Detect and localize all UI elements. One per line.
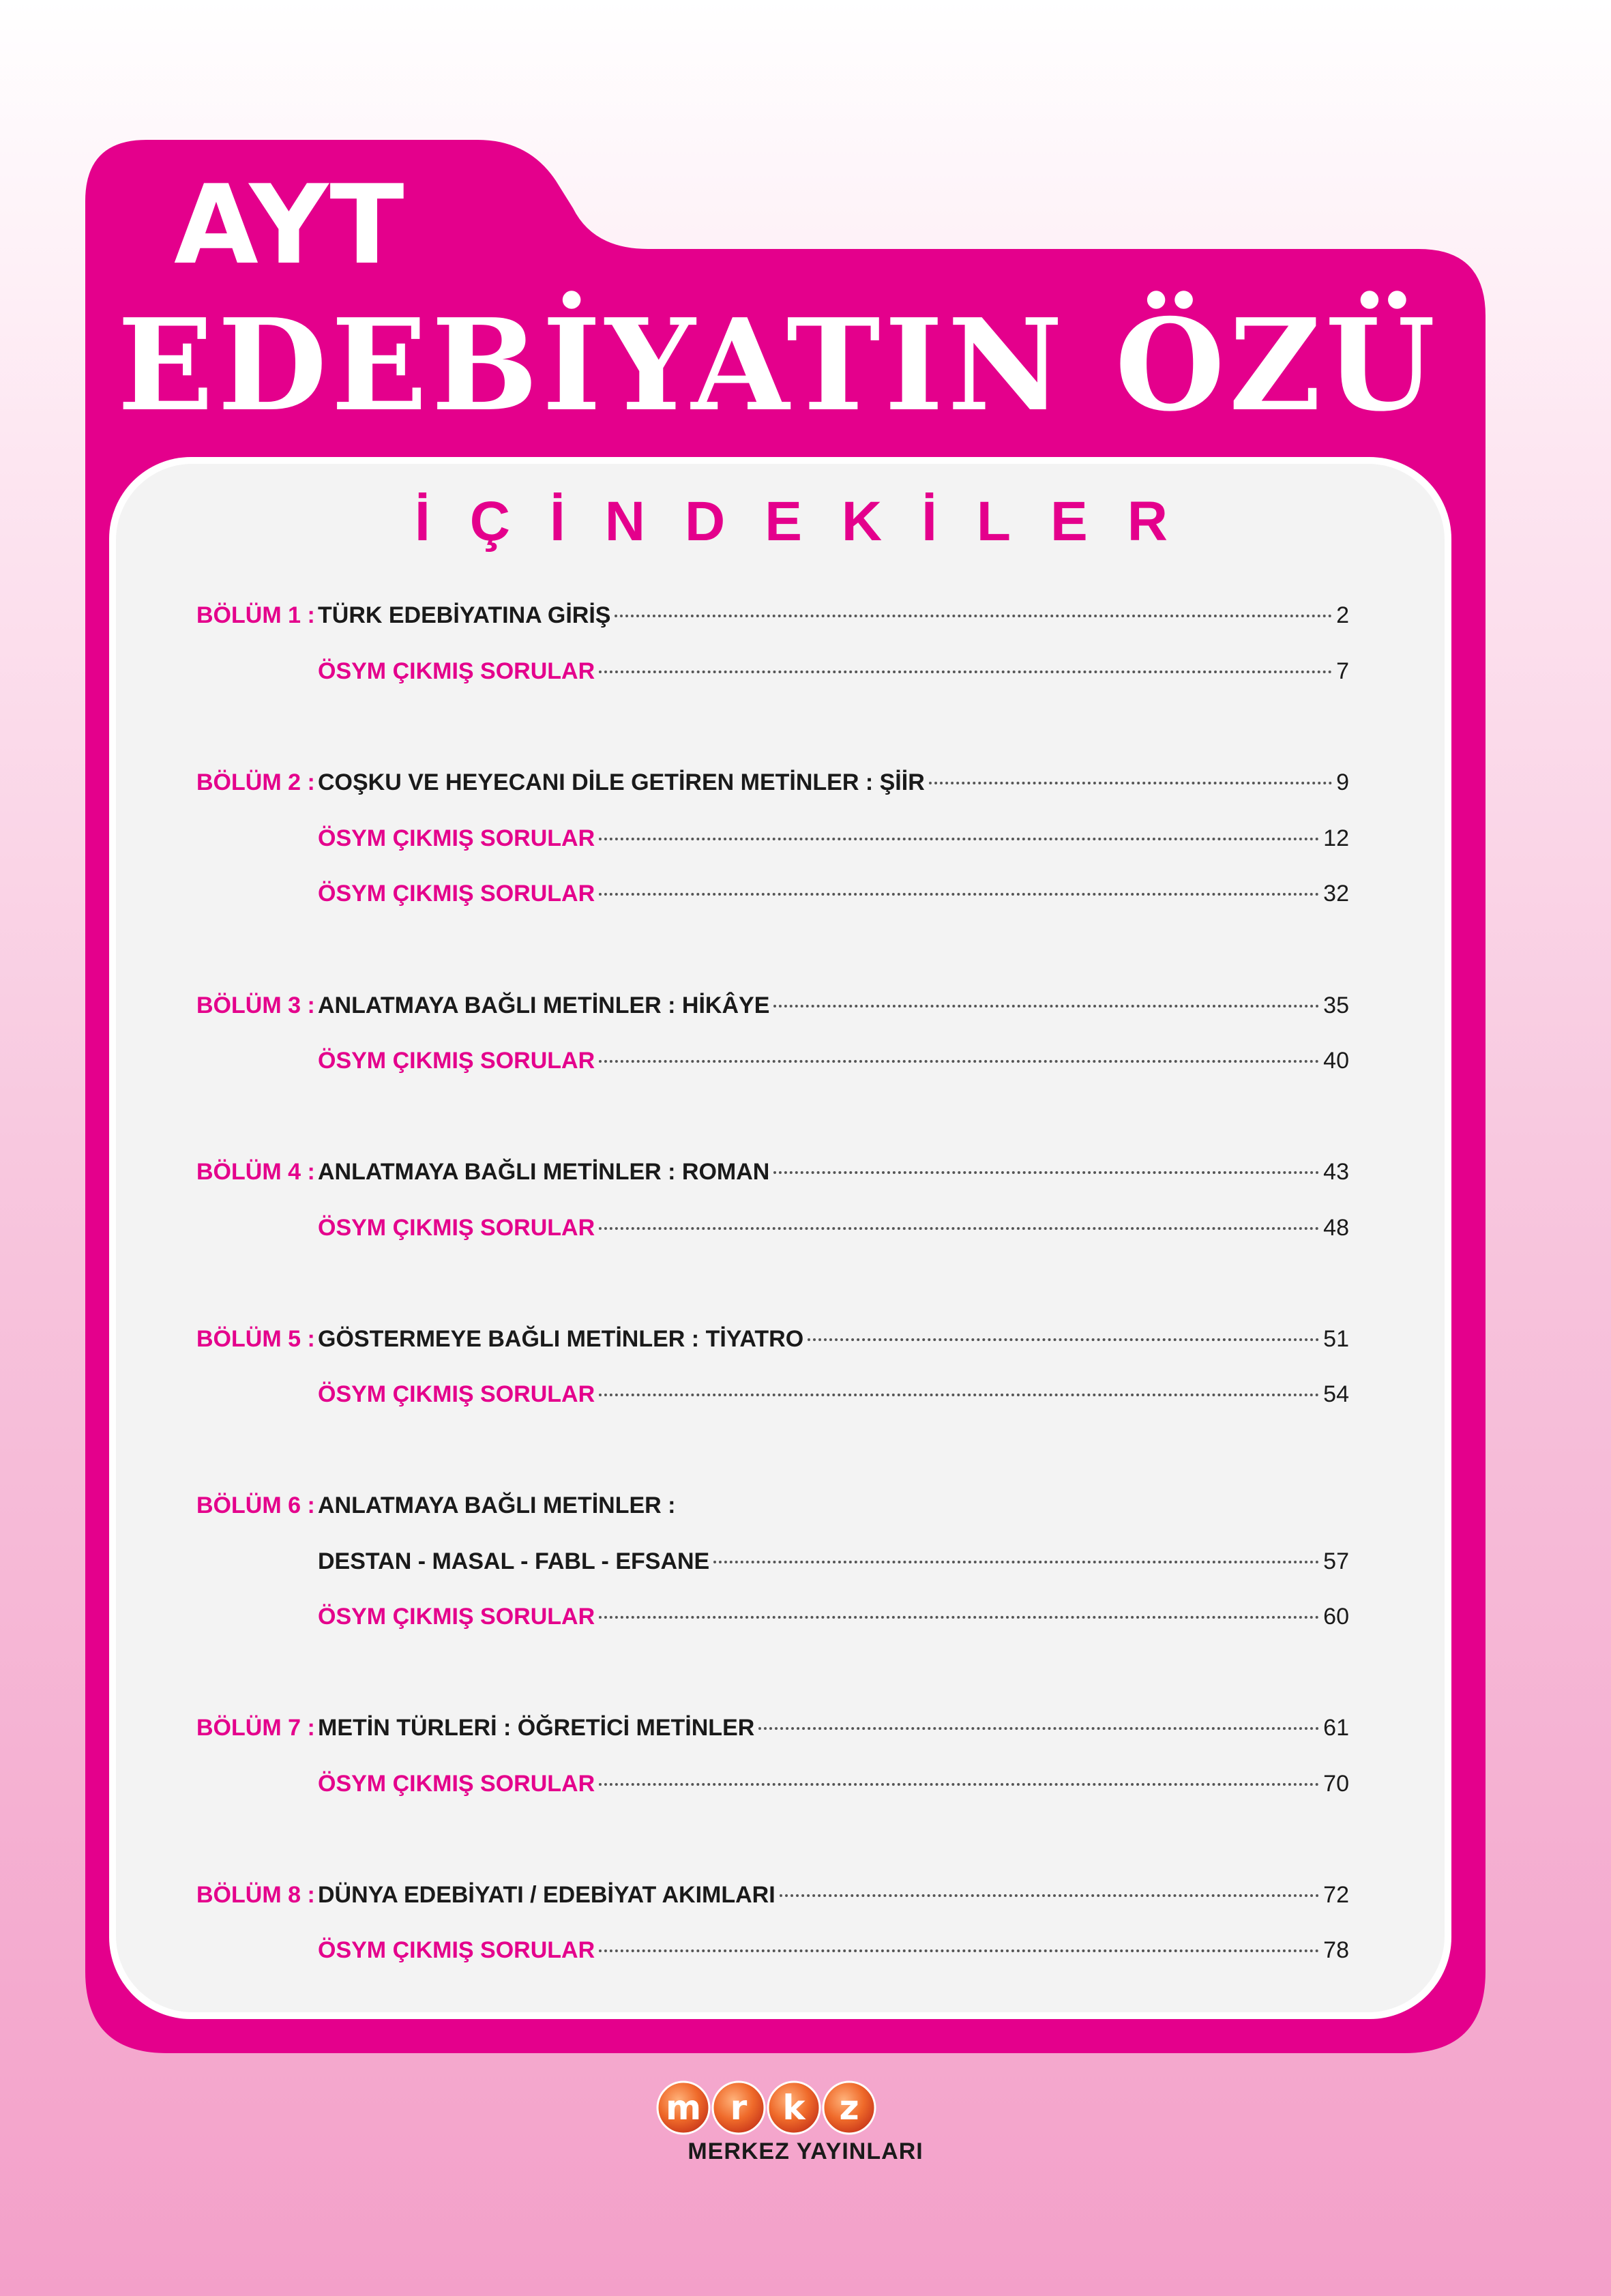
toc-row[interactable] <box>196 1763 1349 1804</box>
toc-leader <box>599 1949 1319 1952</box>
logo-letter: r <box>730 2088 748 2128</box>
toc-leader <box>599 838 1319 840</box>
toc-title: ÖSYM ÇIKMIŞ SORULAR <box>318 1381 595 1407</box>
toc-row[interactable] <box>196 1541 1349 1582</box>
publisher-name: MERKEZ YAYINLARI <box>688 2138 923 2164</box>
toc-page-number: 51 <box>1323 1326 1349 1352</box>
toc-title: ÖSYM ÇIKMIŞ SORULAR <box>318 658 595 684</box>
toc-leader <box>615 615 1332 617</box>
toc-row[interactable] <box>196 985 1349 1026</box>
toc-title: ÖSYM ÇIKMIŞ SORULAR <box>318 1937 595 1963</box>
toc-row[interactable] <box>196 1040 1349 1081</box>
toc-row[interactable] <box>196 1319 1349 1359</box>
toc-title: GÖSTERMEYE BAĞLI METİNLER : TİYATRO <box>318 1326 804 1352</box>
toc-page-number: 78 <box>1323 1937 1349 1963</box>
toc-page-number: 72 <box>1323 1882 1349 1908</box>
toc-chapter-label: BÖLÜM 6 : <box>196 1492 315 1518</box>
toc-leader <box>773 1171 1319 1174</box>
toc-page-number: 35 <box>1323 992 1349 1018</box>
toc-page-number: 40 <box>1323 1048 1349 1074</box>
toc-page-number: 54 <box>1323 1381 1349 1407</box>
toc-chapter-label: BÖLÜM 8 : <box>196 1882 315 1908</box>
toc-leader <box>599 1616 1319 1619</box>
toc-leader <box>599 1783 1319 1786</box>
toc-row[interactable] <box>196 762 1349 803</box>
toc-leader <box>599 893 1319 896</box>
toc-chapter-label: BÖLÜM 3 : <box>196 992 315 1018</box>
toc-title: METİN TÜRLERİ : ÖĞRETİCİ METİNLER <box>318 1715 755 1741</box>
toc-row[interactable] <box>196 651 1349 692</box>
toc-leader <box>599 671 1332 673</box>
toc-title: ANLATMAYA BAĞLI METİNLER : <box>318 1492 676 1518</box>
toc-page-number: 7 <box>1336 658 1349 684</box>
toc-title: ANLATMAYA BAĞLI METİNLER : ROMAN <box>318 1159 770 1185</box>
publisher-logo <box>648 2077 962 2138</box>
logo-ball <box>713 2082 765 2134</box>
toc-title: ÖSYM ÇIKMIŞ SORULAR <box>318 1604 595 1630</box>
toc-chapter-label: BÖLÜM 5 : <box>196 1326 315 1352</box>
toc-leader <box>599 1394 1319 1396</box>
toc-leader <box>773 1005 1319 1007</box>
toc-row[interactable] <box>196 1874 1349 1915</box>
toc-row[interactable] <box>196 1374 1349 1415</box>
logo-letter: k <box>782 2088 806 2128</box>
toc-row[interactable] <box>196 1596 1349 1637</box>
toc-title: DESTAN - MASAL - FABL - EFSANE <box>318 1548 710 1574</box>
toc-row[interactable] <box>196 595 1349 636</box>
toc-row[interactable] <box>196 873 1349 914</box>
toc-page-number: 48 <box>1323 1215 1349 1241</box>
toc-chapter-label: BÖLÜM 7 : <box>196 1715 315 1741</box>
toc-leader <box>808 1338 1319 1341</box>
toc-leader <box>780 1894 1320 1897</box>
toc-title: DÜNYA EDEBİYATI / EDEBİYAT AKIMLARI <box>318 1882 775 1908</box>
toc-leader <box>599 1060 1319 1063</box>
toc-leader <box>758 1727 1319 1730</box>
logo-ball <box>657 2082 709 2134</box>
toc-page-number: 60 <box>1323 1604 1349 1630</box>
toc-page-number: 43 <box>1323 1159 1349 1185</box>
book-title: EDEBİYATIN ÖZÜ <box>117 291 1440 439</box>
toc-chapter-label: BÖLÜM 1 : <box>196 602 315 628</box>
toc-page-number: 70 <box>1323 1771 1349 1797</box>
toc-page-number: 57 <box>1323 1548 1349 1574</box>
toc-leader <box>929 782 1332 784</box>
logo-ball <box>768 2082 820 2134</box>
toc-row[interactable] <box>196 1485 1349 1526</box>
toc-page-number: 32 <box>1323 881 1349 907</box>
toc-chapter-label: BÖLÜM 4 : <box>196 1159 315 1185</box>
toc-page-number: 61 <box>1323 1715 1349 1741</box>
toc-row[interactable] <box>196 1151 1349 1192</box>
toc-row[interactable] <box>196 1207 1349 1248</box>
toc-page-number: 12 <box>1323 825 1349 851</box>
logo-ball <box>823 2082 875 2134</box>
toc-title: ÖSYM ÇIKMIŞ SORULAR <box>318 1215 595 1241</box>
toc-chapter-label: BÖLÜM 2 : <box>196 769 315 795</box>
toc-page-number: 2 <box>1336 602 1349 628</box>
toc-row[interactable] <box>196 1707 1349 1748</box>
toc-title: ÖSYM ÇIKMIŞ SORULAR <box>318 1771 595 1797</box>
toc-leader <box>713 1561 1319 1563</box>
toc-page-number: 9 <box>1336 769 1349 795</box>
toc-title: ÖSYM ÇIKMIŞ SORULAR <box>318 825 595 851</box>
toc-title: COŞKU VE HEYECANI DİLE GETİREN METİNLER : ŞİİR <box>318 769 925 795</box>
toc-title: ÖSYM ÇIKMIŞ SORULAR <box>318 881 595 907</box>
toc-title: ANLATMAYA BAĞLI METİNLER : HİKÂYE <box>318 992 770 1018</box>
toc-row[interactable] <box>196 1930 1349 1971</box>
toc-leader <box>599 1227 1319 1230</box>
book-subtitle: AYT <box>174 161 406 289</box>
logo-letter: z <box>839 2088 859 2128</box>
toc-title: ÖSYM ÇIKMIŞ SORULAR <box>318 1048 595 1074</box>
logo-letter: m <box>665 2088 702 2128</box>
toc-title: TÜRK EDEBİYATINA GİRİŞ <box>318 602 611 628</box>
toc-heading: İÇİNDEKİLER <box>415 490 1207 553</box>
toc-row[interactable] <box>196 818 1349 859</box>
